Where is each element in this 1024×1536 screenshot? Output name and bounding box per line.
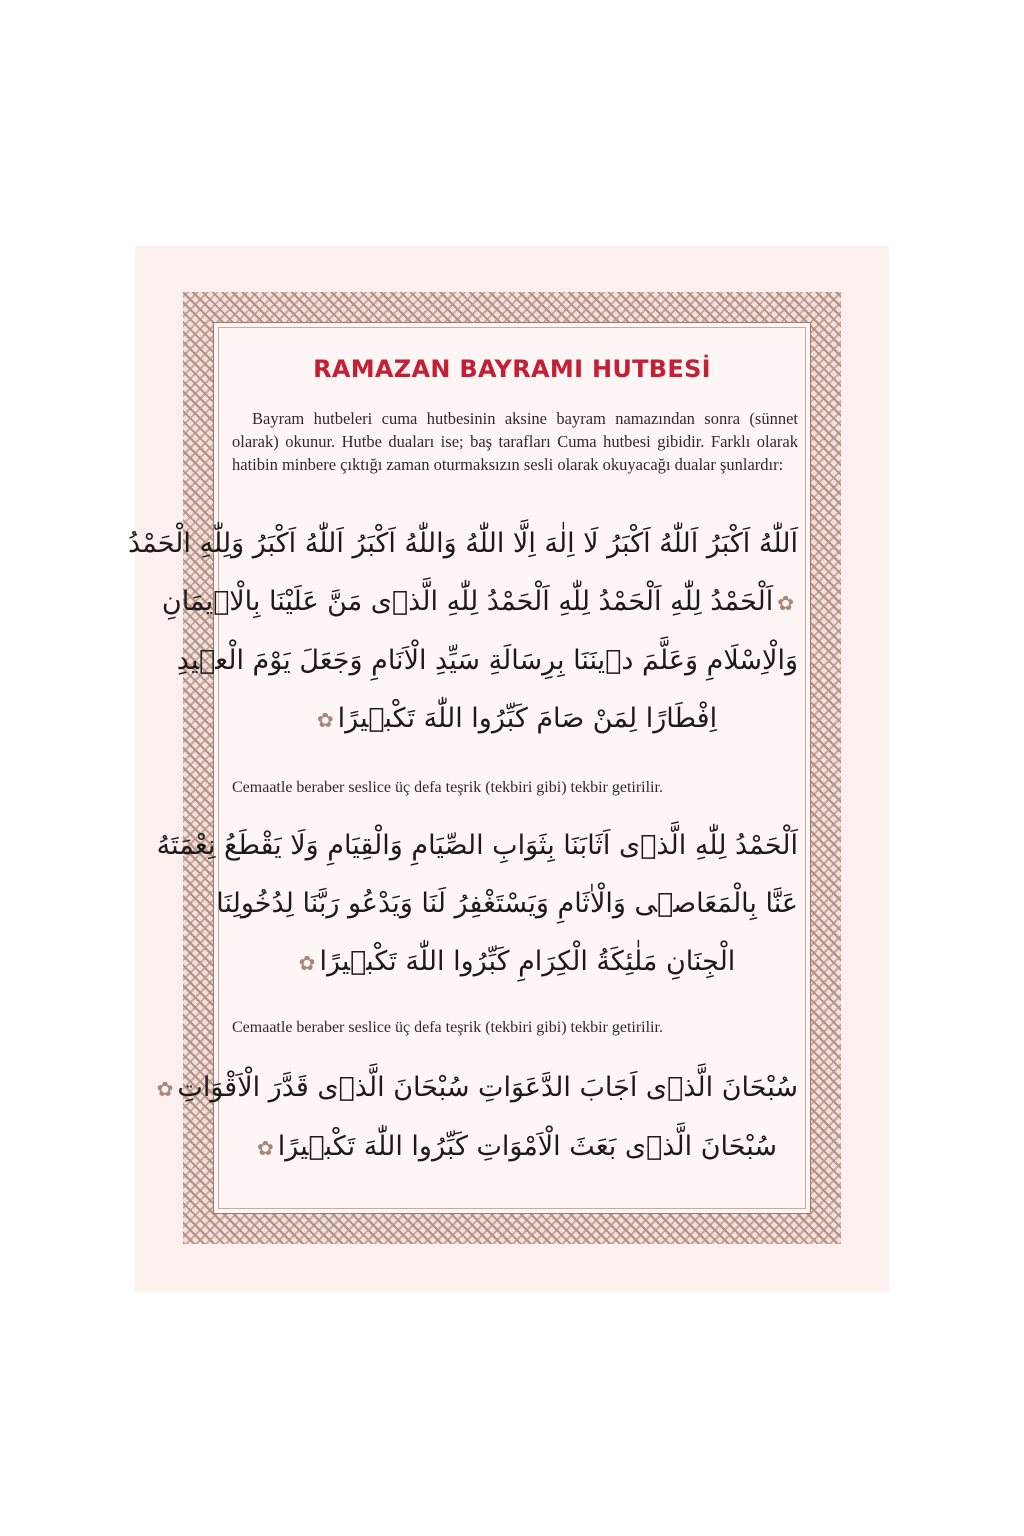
arabic-line: سُبْحَانَ الَّذٖى اَجَابَ الدَّعَوَاتِ سُبْحَانَ الَّذٖى قَدَّرَ الْاَقْوَاتِ✿ [232,1059,798,1118]
arabic-line: اَللّٰهُ اَكْبَرُ اَللّٰهُ اَكْبَرُ لَا اِلٰهَ اِلَّا اللّٰهُ وَاللّٰهُ اَكْبَرُ اَللّٰهُ اَكْبَرُ وَلِلّٰهِ الْحَمْدُ [127,528,798,559]
ornamental-border [127,292,841,1244]
inner-frame [127,322,811,1214]
arabic-line: سُبْحَانَ الَّذٖى بَعَثَ الْاَمْوَاتِ كَبِّرُوا اللّٰهَ تَكْبٖيرًا✿ [232,1118,798,1177]
note-teshrik-2: Cemaatle beraber seslice üç defa teşrik (tekbiri gibi) tekbir getirilir. [232,1019,663,1036]
rosette-icon: ✿ [316,708,334,732]
arabic-line: اَلْحَمْدُ لِلّٰهِ الَّذٖى اَثَابَنَا بِثَوَابِ الصِّيَامِ وَالْقِيَامِ وَلَا يَقْطَعُ نِعْمَتَهُ [156,830,798,861]
arabic-line: اِفْطَارًا لِمَنْ صَامَ كَبِّرُوا اللّٰهَ تَكْبٖيرًا✿ [232,690,798,749]
rosette-icon: ✿ [156,1077,174,1101]
page-title: RAMAZAN BAYRAMI HUTBESİ [313,355,711,383]
arabic-line: ✿اَلْحَمْدُ لِلّٰهِ اَلْحَمْدُ لِلّٰهِ اَلْحَمْدُ لِلّٰهِ الَّذٖى مَنَّ عَلَيْنَا بِالْاٖيمَانِ [232,573,798,632]
arabic-line: الْجِنَانِ مَلٰئِكَةُ الْكِرَامِ كَبِّرُوا اللّٰهَ تَكْبٖيرًا✿ [232,933,798,992]
rosette-icon: ✿ [257,1136,274,1160]
arabic-prayer-3 [156,1059,798,1177]
intro-paragraph: Bayram hutbeleri cuma hutbesinin aksine bayram namazından sonra (sünnet olarak) okunur. Hutbe duaları ise; baş tarafları Cuma hutbesi gibidir. Farklı olarak hatibin minbere çıktığı zaman oturmaksızın sesli olarak okuyacağı dualar şunlardır: [232,409,798,474]
rosette-icon: ✿ [298,951,316,975]
arabic-prayer-1 [127,515,798,749]
rosette-icon: ✿ [777,591,794,615]
note-teshrik-1: Cemaatle beraber seslice üç defa teşrik (tekbiri gibi) tekbir getirilir. [232,779,663,796]
arabic-line: وَالْاِسْلَامِ وَعَلَّمَ دٖينَنَا بِرِسَالَةِ سَيِّدِ الْاَنَامِ وَجَعَلَ يَوْمَ الْعٖيدِ [176,645,798,676]
document-page [127,246,889,1292]
arabic-prayer-2 [156,817,798,992]
arabic-line: عَنَّا بِالْمَعَاصٖى وَالْاٰثَامِ وَيَسْتَغْفِرُ لَنَا وَيَدْعُو رَبَّنَا لِدُخُولِنَا [216,888,798,919]
